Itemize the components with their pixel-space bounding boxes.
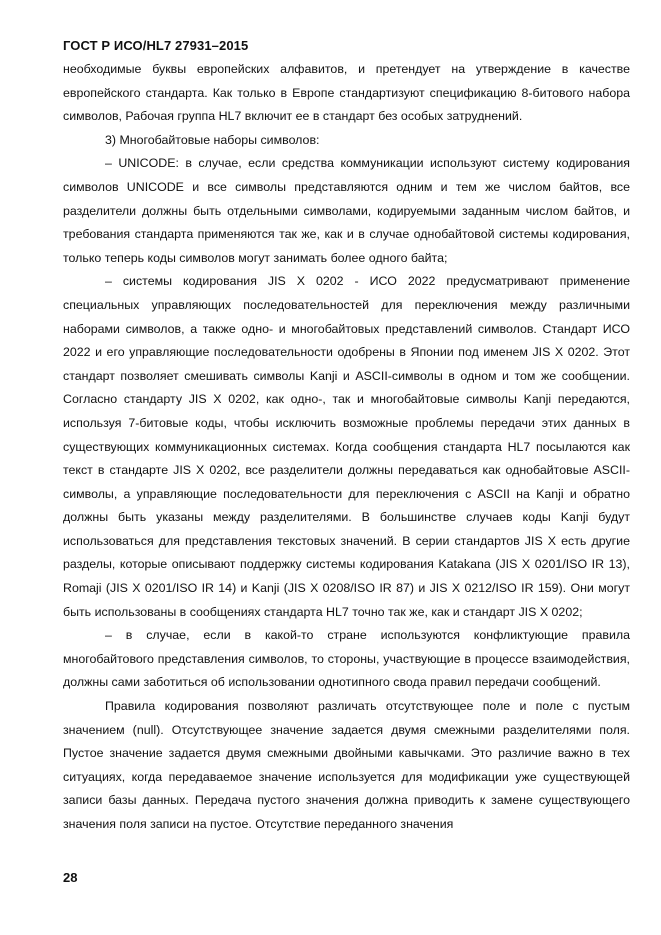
page-number: 28 — [63, 870, 78, 885]
standard-header: ГОСТ Р ИСО/HL7 27931–2015 — [63, 38, 249, 53]
paragraph-null-values: Правила кодирования позволяют различать отсутствующее поле и поле с пустым значением (null). Отсутствующее значение задается двумя смежными разделителями поля. Пустое значение задается двумя смежными двойными кавычками. Это различие важно в тех ситуациях, когда передаваемое значение используется для модификации уже существующей записи базы данных. Передача пустого значения должна приводить к замене существующего значения поля записи на пустое. Отсутствие переданного значения — [63, 699, 630, 831]
paragraph-multibyte-heading: 3) Многобайтовые наборы символов: — [105, 132, 320, 147]
paragraph-continuation: необходимые буквы европейских алфавитов, и претендует на утверждение в качестве европейского стандарта. Как только в Европе стандартизуют спецификацию 8-битового набора символов, Рабочая группа HL7 включит ее в стандарт без особых затруднений. — [63, 62, 630, 124]
paragraph-conflicting-rules: – в случае, если в какой-то стране используются конфликтующие правила многобайтового представления символов, то стороны, участвующие в процессе взаимодействия, должны сами заботиться об использовании однотипного свода правил передачи сообщений. — [63, 628, 630, 690]
paragraph-unicode: – UNICODE: в случае, если средства коммуникации используют систему кодирования символов UNICODE и все символы представляются одним и тем же числом байтов, все разделители должны быть отдельными символами, кодируемыми заданным числом байтов, и требования стандарта применяются так же, как и в случае однобайтовой системы кодирования, только теперь коды символов могут занимать более одного байта; — [63, 156, 630, 265]
paragraph-jis-x-0202: – системы кодирования JIS X 0202 - ИСО 2022 предусматривают применение специальных управляющих последовательностей для переключения между различными наборами символов, а также одно- и многобайтовых представлений символов. Стандарт ИСО 2022 и его управляющие последовательности одобрены в Японии под именем JIS X 0202. Этот стандарт позволяет смешивать символы Kanji и ASCII-символы в одном и том же сообщении. Согласно стандарту JIS X 0202, как одно-, так и многобайтовые символы Kanji передаются, используя 7-битовые коды, чтобы исключить возможные проблемы передачи этих данных в существующих коммуникационных системах. Когда сообщения стандарта HL7 посылаются как текст в стандарте JIS X 0202, все разделители должны передаваться как однобайтовые ASCII-символы, а управляющие последовательности для переключения с ASCII на Kanji и обратно должны быть указаны между разделителями. В большинстве случаев коды Kanji будут использоваться для представления текстовых значений. В серии стандартов JIS X есть другие разделы, которые описывают поддержку системы кодирования Katakana (JIS X 0201/ISO IR 13), Romaji (JIS X 0201/ISO IR 14) и Kanji (JIS X 0208/ISO IR 87) и JIS X 0212/ISO IR 159). Они могут быть использованы в сообщениях стандарта HL7 точно так же, как и стандарт JIS X 0202; — [63, 274, 630, 619]
body-text — [63, 58, 630, 837]
